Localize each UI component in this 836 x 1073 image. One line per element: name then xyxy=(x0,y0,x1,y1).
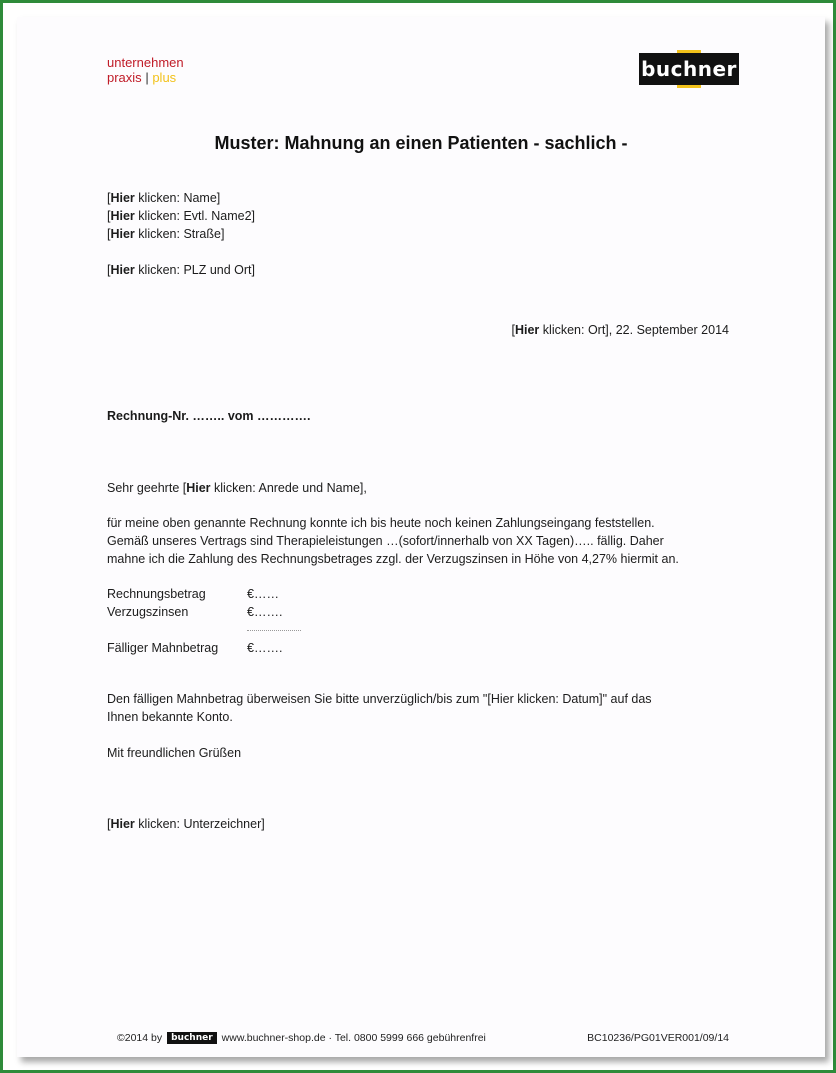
body-line: für meine oben genannte Rechnung konnte ich bis heute noch keinen Zahlungseingang feststellen. xyxy=(107,516,655,530)
address-line-city[interactable]: [Hier klicken: PLZ und Ort] xyxy=(107,263,255,277)
amount-row: Rechnungsbetrag €…… xyxy=(107,587,279,601)
unternehmen-praxis-plus-logo: unternehmen praxis | plus xyxy=(107,55,184,85)
closing-line: Den fälligen Mahnbetrag überweisen Sie bitte unverzüglich/bis zum "[Hier klicken: Datum]" auf das xyxy=(107,692,652,706)
document-title: Muster: Mahnung an einen Patienten - sachlich - xyxy=(214,133,628,153)
body-paragraph xyxy=(107,514,679,568)
address-line-name2[interactable]: [Hier klicken: Evtl. Name2] xyxy=(107,209,255,223)
footer-buchner-logo: buchner xyxy=(167,1032,217,1044)
body-line: mahne ich die Zahlung des Rechnungsbetrages zzgl. der Verzugszinsen in Höhe von 4,27% hiermit an. xyxy=(107,552,679,566)
document-page xyxy=(17,17,825,1057)
closing-paragraph xyxy=(107,690,652,726)
buchner-logo: buchner xyxy=(639,53,739,85)
footer-contact: www.buchner-shop.de · Tel. 0800 5999 666 gebührenfrei xyxy=(221,1032,486,1044)
address-line-street[interactable]: [Hier klicken: Straße] xyxy=(107,227,225,241)
amounts-table xyxy=(107,585,307,657)
address-line-name[interactable]: [Hier klicken: Name] xyxy=(107,191,221,205)
regards: Mit freundlichen Grüßen xyxy=(107,746,242,760)
signer-line[interactable]: [Hier klicken: Unterzeichner] xyxy=(107,817,265,831)
footer-document-code: BC10236/PG01VER001/09/14 xyxy=(587,1032,729,1044)
closing-line: Ihnen bekannte Konto. xyxy=(107,710,233,724)
sum-divider xyxy=(247,630,301,631)
invoice-reference: Rechnung-Nr. …….. vom …………. xyxy=(107,409,311,423)
amount-row-total: Fälliger Mahnbetrag €……. xyxy=(107,641,283,655)
body-line: Gemäß unseres Vertrags sind Therapieleistungen …(sofort/innerhalb von XX Tagen)….. fällig. Daher xyxy=(107,534,664,548)
recipient-address xyxy=(107,189,255,279)
date-line[interactable]: [Hier klicken: Ort], 22. September 2014 xyxy=(511,323,729,337)
salutation[interactable]: Sehr geehrte [Hier klicken: Anrede und Name], xyxy=(107,481,367,495)
footer-left: ©2014 by buchner www.buchner-shop.de · Tel. 0800 5999 666 gebührenfrei xyxy=(117,1032,486,1044)
amount-row: Verzugszinsen €……. xyxy=(107,605,283,619)
